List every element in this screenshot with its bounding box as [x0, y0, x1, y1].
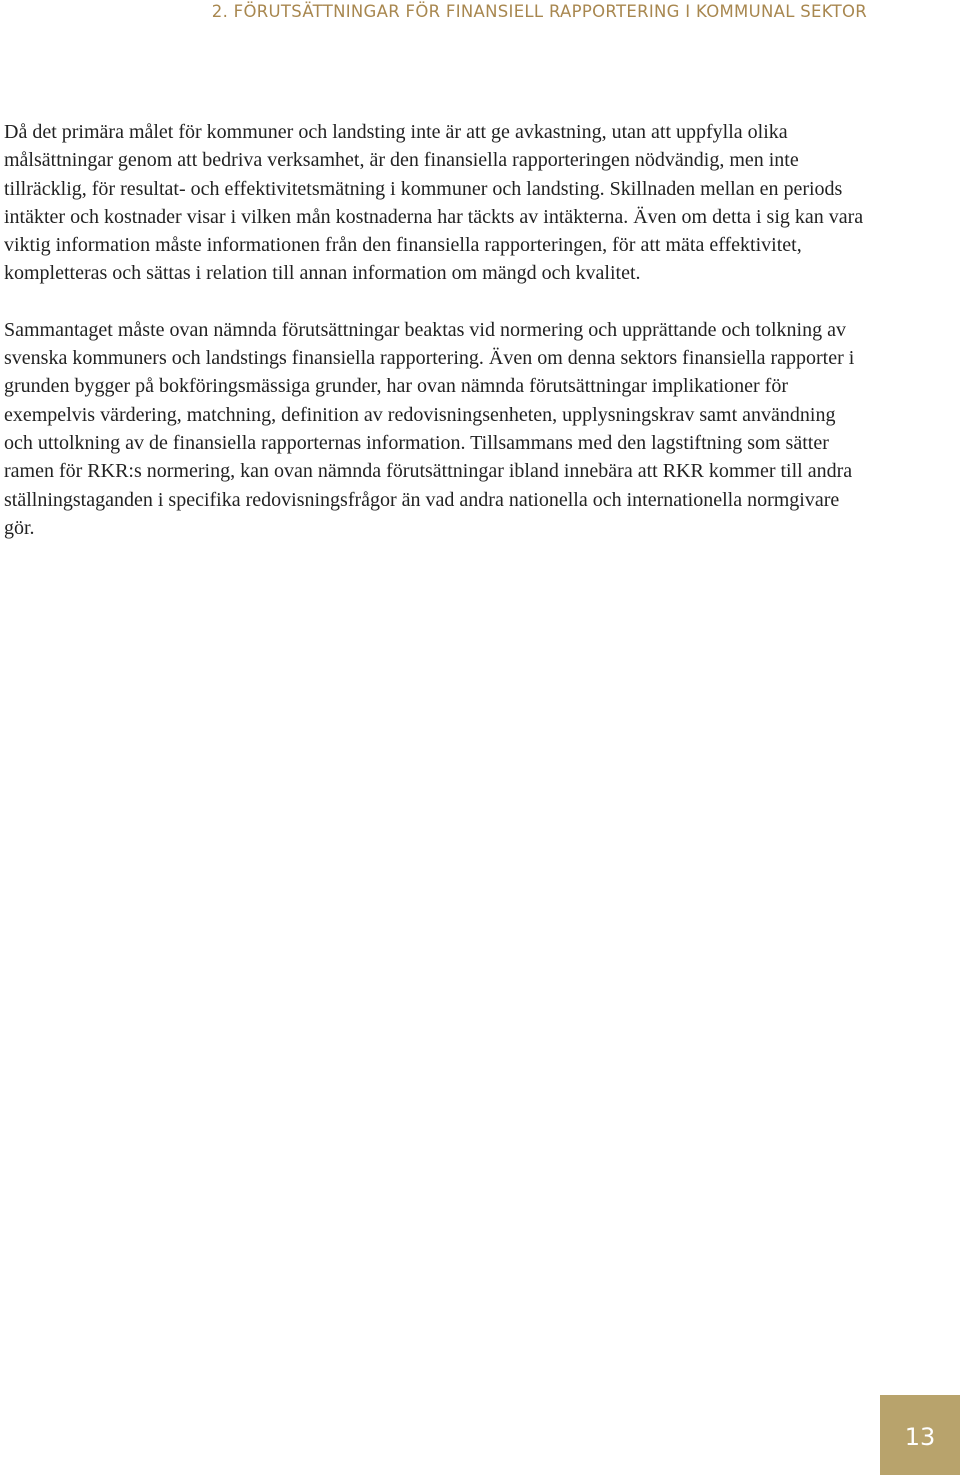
page-number-box: [880, 1395, 960, 1475]
paragraph-1: Då det primära målet för kommuner och landsting inte är att ge avkastning, utan att uppfylla olika målsättningar genom att bedriva verksamhet, är den finansiella rapporteringen nödvändig, men inte tillräcklig, för resultat- och effektivitetsmätning i kommuner och landsting. Skillnaden mellan en periods intäkter och kostnader visar i vilken mån kostnaderna har täckts av intäkterna. Även om detta i sig kan vara viktig information måste informationen från den finansiella rapporteringen, för att mäta effektivitet, kompletteras och sättas i relation till annan information om mängd och kvalitet.: [4, 121, 864, 285]
page-number: 13: [904, 1423, 936, 1451]
running-header: 2. FÖRUTSÄTTNINGAR FÖR FINANSIELL RAPPORTERING I KOMMUNAL SEKTOR: [211, 2, 867, 21]
body-text: [4, 118, 866, 570]
paragraph-2: Sammantaget måste ovan nämnda förutsättningar beaktas vid normering och upprättande och tolkning av svenska kommuners och landstings finansiella rapportering. Även om denna sektors finansiella rapporter i grunden bygger på bokföringsmässiga grunder, har ovan nämnda förutsättningar implikationer för exempelvis värdering, matchning, definition av redovisningsenheten, upplysningskrav samt användning och uttolkning av de finansiella rapporternas information. Tillsammans med den lagstiftning som sätter ramen för RKR:s normering, kan ovan nämnda förutsättningar ibland innebära att RKR kommer till andra ställningstaganden i specifika redovisningsfrågor än vad andra nationella och internationella normgivare gör.: [4, 318, 855, 539]
